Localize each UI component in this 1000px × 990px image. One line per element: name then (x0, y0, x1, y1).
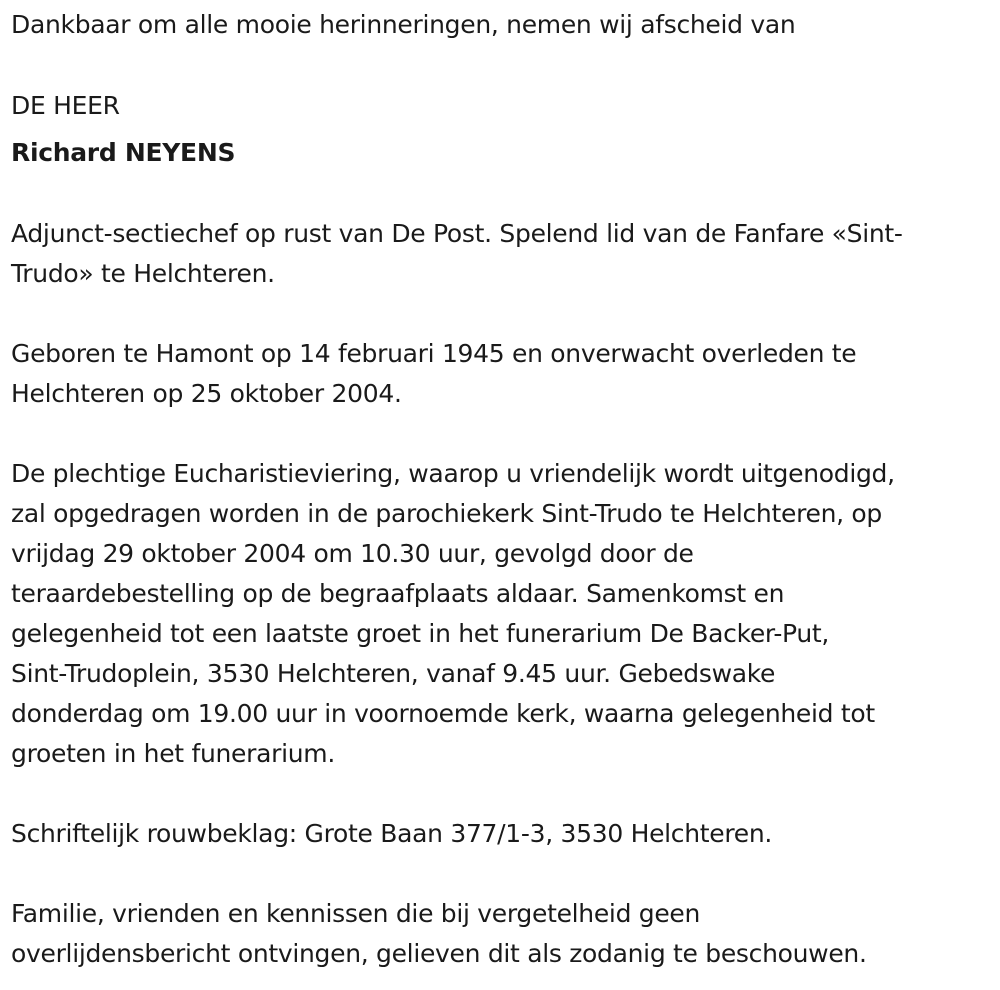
service-line-4: teraardebestelling op de begraafplaats aldaar. Samenkomst en (11, 579, 785, 608)
service-line-1: De plechtige Eucharistieviering, waarop u vriendelijk wordt uitgenodigd, (11, 459, 895, 488)
bio-line-1: Adjunct-sectiechef op rust van De Post. Spelend lid van de Fanfare «Sint- (11, 219, 903, 248)
deceased-name: Richard NEYENS (11, 138, 236, 167)
condolence-address: Schriftelijk rouwbeklag: Grote Baan 377/1-3, 3530 Helchteren. (11, 819, 773, 848)
service-line-5: gelegenheid tot een laatste groet in het funerarium De Backer-Put, (11, 619, 830, 648)
salutation: DE HEER (11, 91, 120, 120)
service-line-3: vrijdag 29 oktober 2004 om 10.30 uur, gevolgd door de (11, 539, 694, 568)
service-line-8: groeten in het funerarium. (11, 739, 335, 768)
notice-line-2: overlijdensbericht ontvingen, gelieven dit als zodanig te beschouwen. (11, 939, 867, 968)
birth-line-2: Helchteren op 25 oktober 2004. (11, 379, 402, 408)
birth-line-1: Geboren te Hamont op 14 februari 1945 en onverwacht overleden te (11, 339, 857, 368)
service-line-6: Sint-Trudoplein, 3530 Helchteren, vanaf 9.45 uur. Gebedswake (11, 659, 776, 688)
service-line-7: donderdag om 19.00 uur in voornoemde kerk, waarna gelegenheid tot (11, 699, 875, 728)
service-line-2: zal opgedragen worden in de parochiekerk Sint-Trudo te Helchteren, op (11, 499, 882, 528)
intro-text: Dankbaar om alle mooie herinneringen, nemen wij afscheid van (11, 10, 796, 39)
notice-line-1: Familie, vrienden en kennissen die bij vergetelheid geen (11, 899, 701, 928)
bio-line-2: Trudo» te Helchteren. (11, 259, 275, 288)
